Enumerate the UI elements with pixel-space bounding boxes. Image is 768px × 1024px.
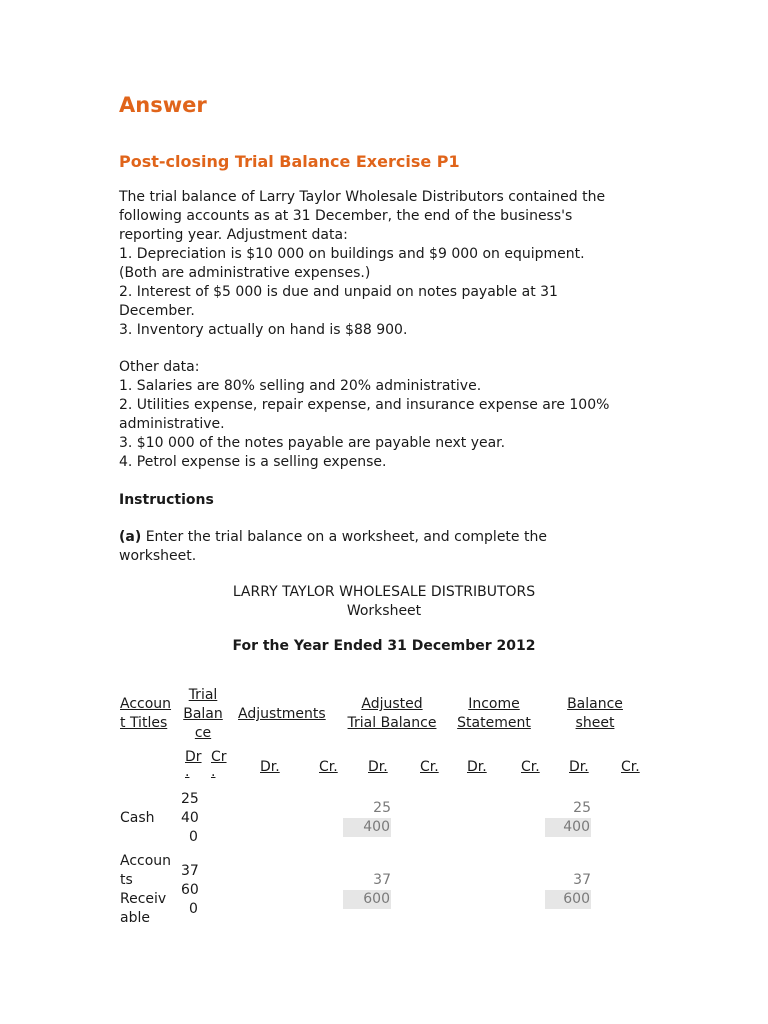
intro-line: 2. Interest of $5 000 is due and unpaid on notes payable at 31 (119, 284, 558, 300)
account-title-cash: Cash (120, 810, 155, 826)
other-data-line: Other data: (119, 359, 200, 375)
header-line: ce (194, 725, 212, 741)
other-data-line: 4. Petrol expense is a selling expense. (119, 454, 387, 470)
adjusted-tb-dr-label: Dr. (368, 759, 388, 775)
intro-line: December. (119, 303, 195, 319)
part-label: (a) (119, 529, 142, 545)
tb-dr-value-accounts-receivable (181, 862, 199, 919)
header-line: Adjusted (361, 696, 423, 712)
account-line: ts (120, 872, 133, 888)
intro-line: 3. Inventory actually on hand is $88 900. (119, 322, 408, 338)
header-line: sheet (575, 715, 615, 731)
cr-line: . (211, 764, 216, 780)
header-adjusted-trial-balance (343, 695, 441, 733)
header-line: Statement (457, 715, 531, 731)
dr-line: Dr (185, 749, 202, 765)
intro-line: The trial balance of Larry Taylor Wholesale Distributors contained the (119, 189, 606, 205)
balance-dr-value-ar-1: 37 (573, 872, 591, 888)
instructions-heading: Instructions (119, 492, 214, 508)
dr-line: . (185, 764, 190, 780)
adjusted-tb-dr-value-ar-1: 37 (373, 872, 391, 888)
value-line: 0 (189, 901, 198, 917)
intro-line: reporting year. Adjustment data: (119, 227, 348, 243)
header-account-titles (120, 695, 171, 733)
value-line: 40 (181, 810, 199, 826)
account-line: Receiv (120, 891, 167, 907)
income-cr-label: Cr. (521, 759, 540, 775)
header-line: Trial (188, 687, 218, 703)
worksheet-title: Worksheet (346, 603, 422, 619)
adjusted-tb-dr-value-cash-2: 400 (343, 818, 391, 837)
adjustments-dr-label: Dr. (260, 759, 280, 775)
balance-cr-label: Cr. (621, 759, 640, 775)
tb-dr-value-cash (181, 790, 199, 847)
worksheet-period: For the Year Ended 31 December 2012 (232, 638, 536, 654)
company-name: LARRY TAYLOR WHOLESALE DISTRIBUTORS (232, 584, 536, 600)
balance-dr-value-cash-2: 400 (545, 818, 591, 837)
header-line: t Titles (120, 715, 168, 731)
header-line: Trial Balance (347, 715, 437, 731)
other-data-line: 3. $10 000 of the notes payable are payable next year. (119, 435, 506, 451)
value-line: 37 (181, 863, 199, 879)
cr-line: Cr (211, 749, 227, 765)
account-line: Accoun (120, 853, 172, 869)
intro-line: (Both are administrative expenses.) (119, 265, 371, 281)
instruction-line: worksheet. (119, 548, 197, 564)
header-line: Income (468, 696, 520, 712)
adjusted-tb-dr-value-cash-1: 25 (373, 800, 391, 816)
tb-dr-label (185, 748, 202, 780)
intro-line: following accounts as at 31 December, the end of the business's (119, 208, 573, 224)
exercise-heading: Post-closing Trial Balance Exercise P1 (119, 152, 460, 171)
balance-dr-label: Dr. (569, 759, 589, 775)
instruction-text: Enter the trial balance on a worksheet, and complete the (141, 529, 547, 545)
intro-line: 1. Depreciation is $10 000 on buildings and $9 000 on equipment. (119, 246, 585, 262)
worksheet-table (119, 0, 659, 1024)
balance-dr-value-ar-2: 600 (545, 890, 591, 909)
income-dr-label: Dr. (467, 759, 487, 775)
answer-heading: Answer (119, 93, 207, 117)
account-title-accounts-receivable (120, 852, 171, 928)
header-line: Balance (567, 696, 623, 712)
account-line: able (120, 910, 150, 926)
header-trial-balance (181, 686, 225, 743)
header-line: Accoun (120, 696, 172, 712)
value-line: 60 (181, 882, 199, 898)
header-adjustments: Adjustments (238, 706, 326, 722)
other-data-line: 1. Salaries are 80% selling and 20% administrative. (119, 378, 482, 394)
adjusted-tb-cr-label: Cr. (420, 759, 439, 775)
value-line: 0 (189, 829, 198, 845)
adjusted-tb-dr-value-ar-2: 600 (343, 890, 391, 909)
value-line: 25 (181, 791, 199, 807)
balance-dr-value-cash-1: 25 (573, 800, 591, 816)
header-income-statement (453, 695, 535, 733)
tb-cr-label (211, 748, 227, 780)
other-data-line: 2. Utilities expense, repair expense, and insurance expense are 100% (119, 397, 610, 413)
header-line: Balan (183, 706, 223, 722)
adjustments-cr-label: Cr. (319, 759, 338, 775)
other-data-line: administrative. (119, 416, 225, 432)
header-balance-sheet (555, 695, 635, 733)
